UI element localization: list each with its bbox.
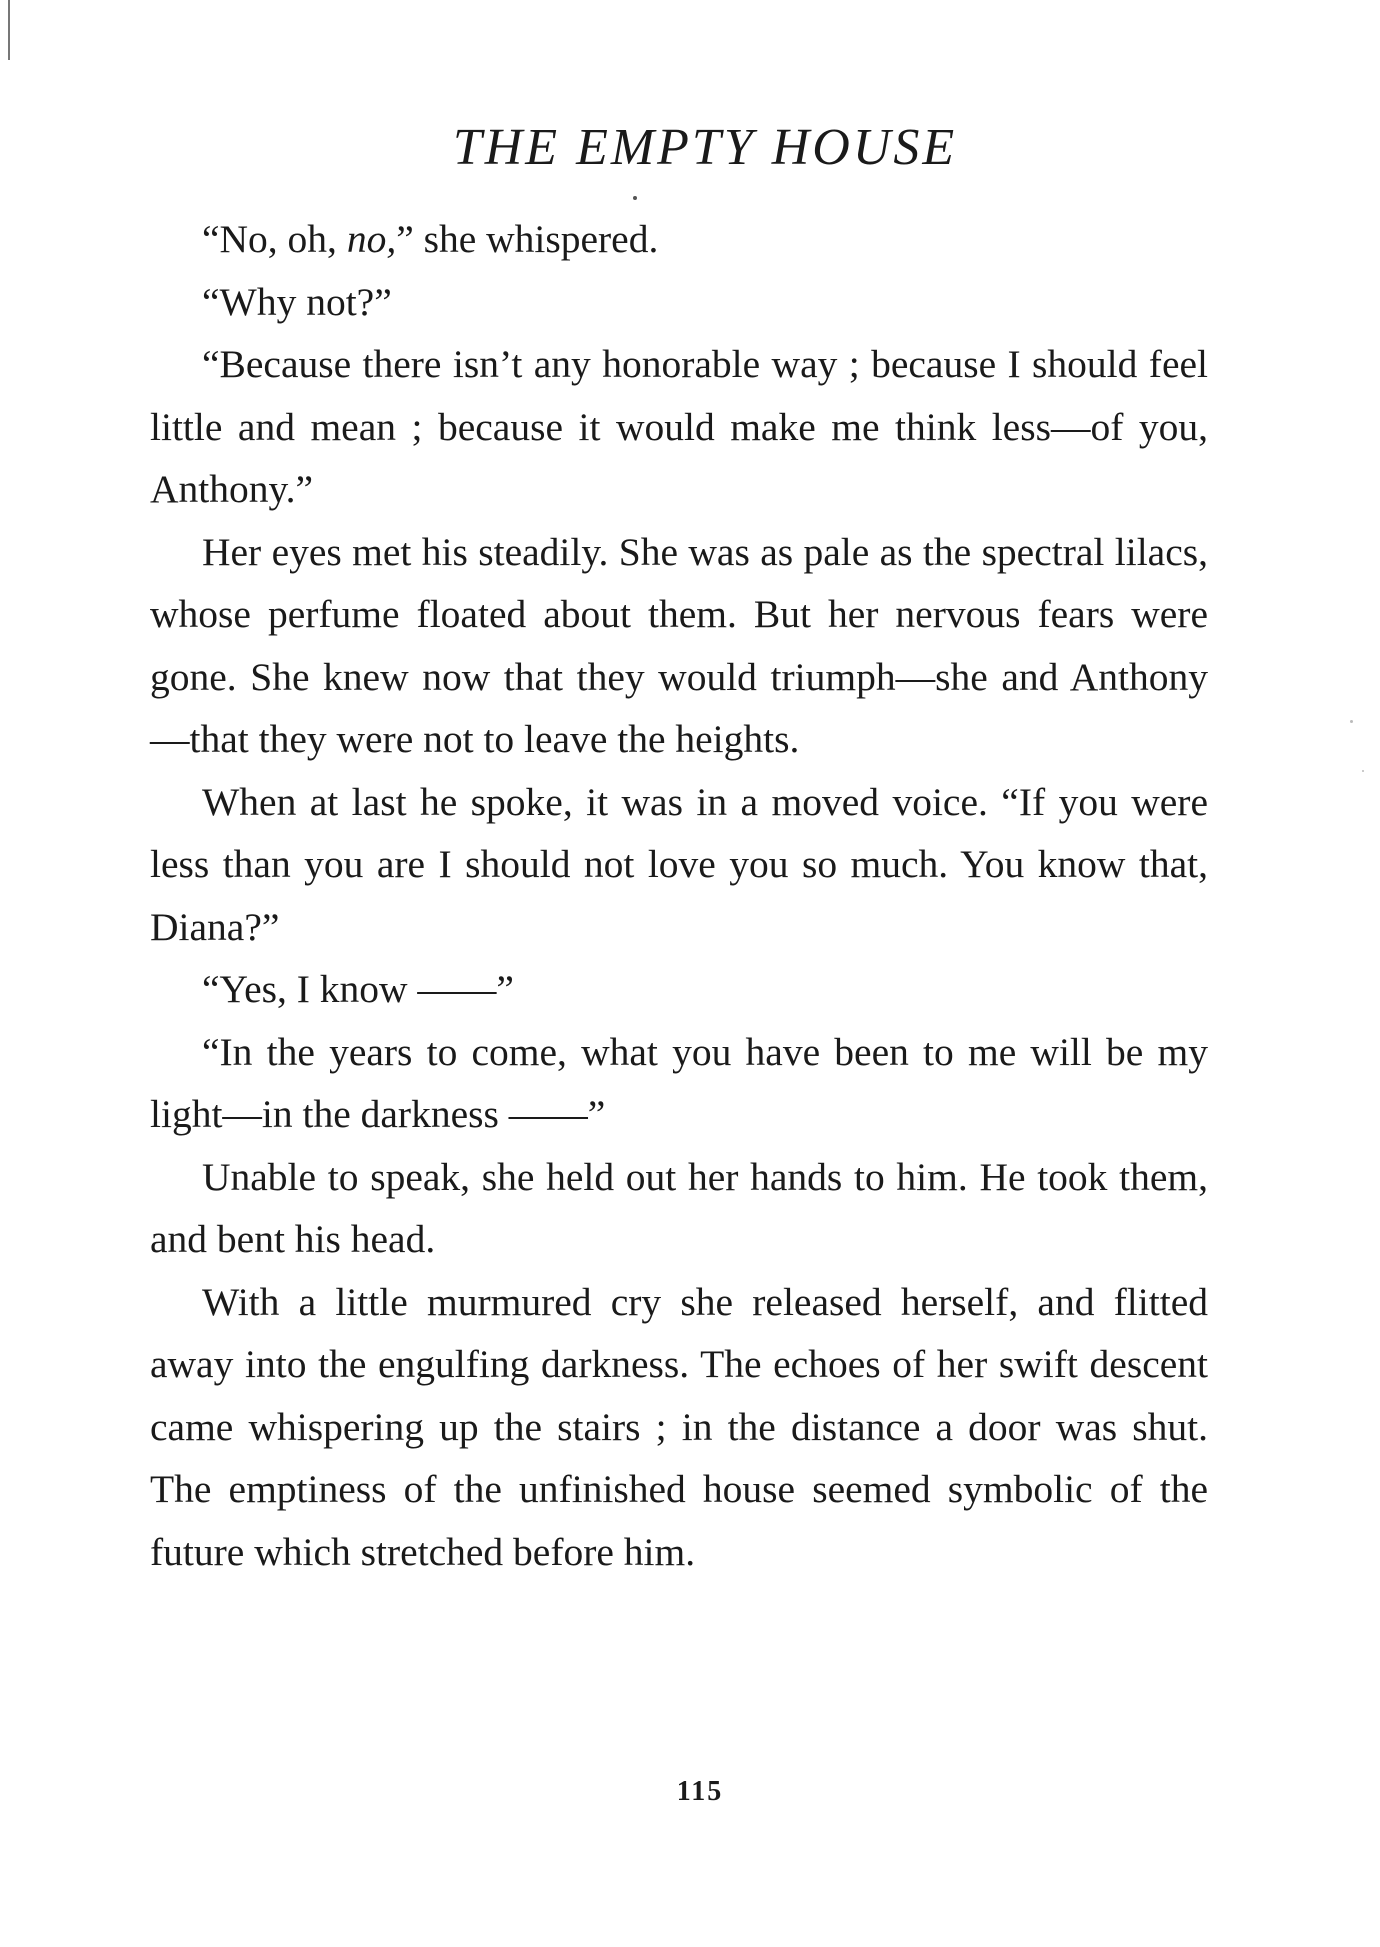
paragraph-7: “In the years to come, what you have been to me will be my light—in the darkness ——” <box>150 1029 1208 1136</box>
paragraph-2: “Why not?” <box>202 279 392 324</box>
paragraph-3: “Because there isn’t any honorable way ; because I should feel little and mean ; because it would make me think less—of you, Anthony.” <box>150 342 1208 511</box>
paragraph-5: When at last he spoke, it was in a moved voice. “If you were less than you are I should not love you so much. You know that, Diana?” <box>150 779 1208 949</box>
scan-speck <box>1350 720 1353 723</box>
paragraph-1-text-a: “No, oh, <box>202 217 347 261</box>
paragraph-1-text-b: ” she whispered. <box>396 217 659 261</box>
paragraph-1 <box>150 208 1208 271</box>
paragraph-8: Unable to speak, she held out her hands to him. He took them, and bent his head. <box>150 1154 1208 1261</box>
paragraph-9: With a little murmured cry she released herself, and flitted away into the engulfing darkness. The echoes of her swift descent came whispering up the stairs ; in the distance a door was shut. The emptiness of the unfinished house seemed symbolic of the future which stretched before him. <box>150 1279 1208 1574</box>
paragraph-4: Her eyes met his steadily. She was as pale as the spectral lilacs, whose perfume floated about them. But her nervous fears were gone. She knew now that they would triumph—she and Anthony—that they were not to leave the heights. <box>150 529 1208 761</box>
paragraph-1-emphasis: no, <box>346 217 397 261</box>
page-number: 115 <box>676 1776 724 1807</box>
paragraph-6: “Yes, I know ——” <box>202 967 514 1011</box>
running-title: THE EMPTY HOUSE <box>452 119 958 176</box>
scan-speck <box>1362 770 1364 772</box>
body-text <box>150 208 1208 1583</box>
scan-edge-line <box>8 0 10 60</box>
scan-speck <box>633 196 637 200</box>
